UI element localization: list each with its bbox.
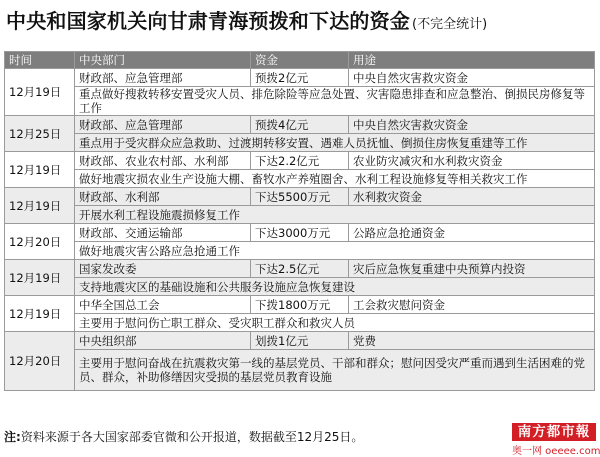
newspaper-logo: 南方都市報 (512, 423, 596, 441)
use-cell: 党费 (349, 332, 595, 350)
fund-cell: 预拨4亿元 (251, 116, 349, 134)
table-row-desc (5, 314, 595, 332)
table-row-desc (5, 87, 595, 116)
header-fund: 资金 (251, 52, 349, 69)
header-date: 时间 (5, 52, 75, 69)
page-title (6, 7, 487, 35)
header-use: 用途 (349, 52, 595, 69)
table-row (5, 332, 595, 350)
date-cell: 12月19日 (5, 152, 75, 188)
desc-cell: 主要用于慰问奋战在抗震救灾第一线的基层党员、干部和群众；慰问因受灾严重而遇到生活困难的党员、群众，补助修缮因灾受损的基层党员教育设施 (75, 350, 595, 391)
table-header-row (5, 52, 595, 69)
table-row (5, 188, 595, 206)
table-row-desc (5, 278, 595, 296)
dept-cell: 财政部、应急管理部 (75, 116, 251, 134)
fund-cell: 预拨2亿元 (251, 69, 349, 87)
dept-cell: 财政部、应急管理部 (75, 69, 251, 87)
dept-cell: 中央组织部 (75, 332, 251, 350)
desc-cell: 开展水利工程设施震损修复工作 (75, 206, 595, 224)
site-watermark: 奥一网 oeeee.com (512, 446, 600, 457)
desc-cell: 主要用于慰问伤亡职工群众、受灾职工群众和救灾人员 (75, 314, 595, 332)
note-label: 注: (4, 430, 21, 444)
table-row-desc (5, 206, 595, 224)
table-row-desc (5, 242, 595, 260)
use-cell: 农业防灾减灾和水利救灾资金 (349, 152, 595, 170)
date-cell: 12月19日 (5, 260, 75, 296)
table-row-desc (5, 134, 595, 152)
source-note (4, 428, 363, 445)
table-row (5, 296, 595, 314)
use-cell: 工会救灾慰问资金 (349, 296, 595, 314)
use-cell: 公路应急抢通资金 (349, 224, 595, 242)
table-row (5, 260, 595, 278)
use-cell: 水利救灾资金 (349, 188, 595, 206)
use-cell: 中央自然灾害救灾资金 (349, 116, 595, 134)
header-dept: 中央部门 (75, 52, 251, 69)
fund-cell: 下拨1800万元 (251, 296, 349, 314)
date-cell: 12月19日 (5, 296, 75, 332)
dept-cell: 财政部、交通运输部 (75, 224, 251, 242)
table-row (5, 116, 595, 134)
table-row-desc (5, 170, 595, 188)
funds-table (4, 51, 595, 391)
date-cell: 12月20日 (5, 332, 75, 391)
dept-cell: 财政部、水利部 (75, 188, 251, 206)
table-row-desc (5, 350, 595, 391)
fund-cell: 划拨1亿元 (251, 332, 349, 350)
table-row (5, 69, 595, 87)
date-cell: 12月19日 (5, 188, 75, 224)
use-cell: 中央自然灾害救灾资金 (349, 69, 595, 87)
dept-cell: 财政部、农业农村部、水利部 (75, 152, 251, 170)
table-row (5, 152, 595, 170)
desc-cell: 重点用于受灾群众应急救助、过渡期转移安置、遇难人员抚恤、倒损住房恢复重建等工作 (75, 134, 595, 152)
dept-cell: 中华全国总工会 (75, 296, 251, 314)
use-cell: 灾后应急恢复重建中央预算内投资 (349, 260, 595, 278)
desc-cell: 支持地震灾区的基础设施和公共服务设施应急恢复建设 (75, 278, 595, 296)
desc-cell: 重点做好搜救转移安置受灾人员、排危除险等应急处置、灾害隐患排查和应急整治、倒损民房修复等工作 (75, 87, 595, 116)
title-sub: (不完全统计) (412, 17, 488, 32)
title-main: 中央和国家机关向甘肃青海预拨和下达的资金 (6, 9, 410, 33)
table-row (5, 224, 595, 242)
date-cell: 12月25日 (5, 116, 75, 152)
desc-cell: 做好地震灾害公路应急抢通工作 (75, 242, 595, 260)
fund-cell: 下达5500万元 (251, 188, 349, 206)
date-cell: 12月20日 (5, 224, 75, 260)
fund-cell: 下达3000万元 (251, 224, 349, 242)
date-cell: 12月19日 (5, 69, 75, 116)
dept-cell: 国家发改委 (75, 260, 251, 278)
fund-cell: 下达2.2亿元 (251, 152, 349, 170)
desc-cell: 做好地震灾损农业生产设施大棚、畜牧水产养殖圈舍、水利工程设施修复等相关救灾工作 (75, 170, 595, 188)
fund-cell: 下达2.5亿元 (251, 260, 349, 278)
note-text: 资料来源于各大国家部委官微和公开报道，数据截至12月25日。 (20, 430, 364, 444)
